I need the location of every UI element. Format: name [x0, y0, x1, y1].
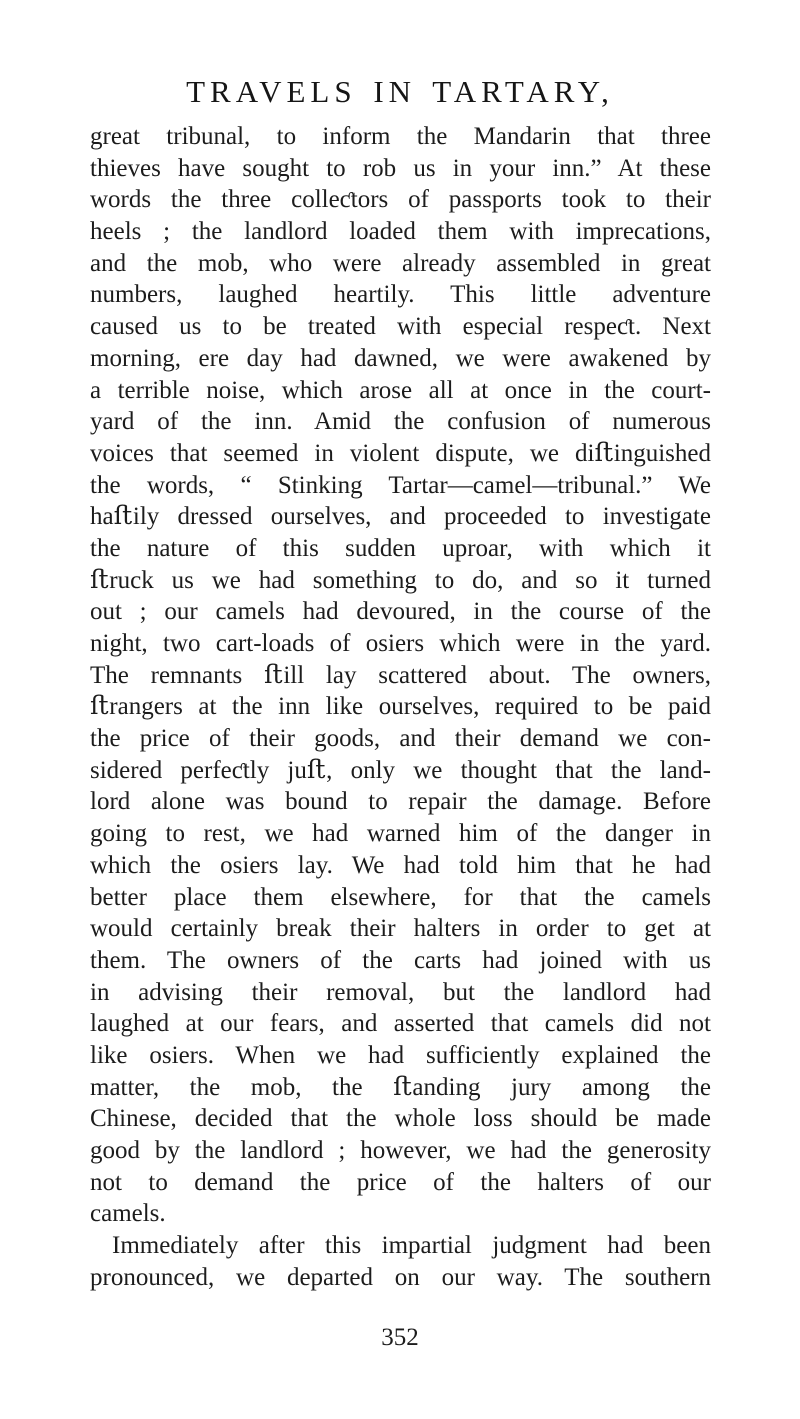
text-line: matter, the mob, the ﬅanding jury among the	[90, 1073, 711, 1101]
paragraph-end-line: camels.	[90, 1200, 166, 1228]
text-line: great tribunal, to inform the Mandarin that three	[90, 123, 711, 150]
text-line: like osiers. When we had sufficiently explained the	[90, 1041, 711, 1069]
text-line: Chinese, decided that the whole loss should be made	[90, 1105, 711, 1133]
text-line: voices that seemed in violent dispute, we diﬅinguished	[90, 439, 711, 467]
text-line: good by the landlord ; however, we had the generosity	[90, 1137, 711, 1164]
text-line: out ; our camels had devoured, in the course of the	[90, 598, 711, 626]
text-line: not to demand the price of the halters of our	[90, 1168, 711, 1196]
text-line: morning, ere day had dawned, we were awakened by	[90, 344, 711, 372]
text-line: numbers, laughed heartily. This little adventure	[90, 281, 711, 309]
text-line: the words, “ Stinking Tartar—camel—tribunal.” We	[90, 471, 711, 499]
text-line: a terrible noise, which arose all at once in the court-	[90, 376, 711, 404]
text-line: ﬅruck us we had something to do, and so it turned	[90, 566, 711, 594]
text-line: them. The owners of the carts had joined with us	[90, 946, 711, 974]
text-line: yard of the inn. Amid the confusion of numerous	[90, 408, 711, 436]
page-number: 352	[381, 1324, 419, 1351]
text-line: in advising their removal, but the landlord had	[90, 978, 711, 1006]
text-line: would certainly break their halters in order to get at	[90, 915, 711, 943]
text-line: going to rest, we had warned him of the danger in	[90, 820, 711, 848]
text-line: laughed at our fears, and asserted that camels did not	[90, 1010, 711, 1038]
text-line: The remnants ﬅill lay scattered about. The owners,	[90, 661, 711, 689]
running-head: TRAVELS IN TARTARY,	[186, 74, 614, 109]
text-line: the price of their goods, and their demand we con-	[90, 725, 711, 753]
text-line: pronounced, we departed on our way. The southern	[90, 1263, 711, 1291]
text-line: better place them elsewhere, for that the camels	[90, 883, 711, 911]
text-line: sidered perfeƈtly juﬅ, only we thought that the land-	[90, 756, 711, 784]
text-line: which the osiers lay. We had told him that he had	[90, 851, 711, 879]
text-line: words the three colleƈtors of passports took to their	[90, 186, 711, 214]
text-line: lord alone was bound to repair the damage. Before	[90, 788, 711, 816]
text-line: ﬅrangers at the inn like ourselves, required to be paid	[90, 693, 711, 721]
text-line: haﬅily dressed ourselves, and proceeded to investigate	[90, 503, 711, 531]
text-line: heels ; the landlord loaded them with imprecations,	[90, 218, 711, 246]
text-line: thieves have sought to rob us in your inn.” At these	[90, 154, 711, 182]
text-line: night, two cart-loads of osiers which were in the yard.	[90, 630, 711, 657]
text-line: the nature of this sudden uproar, with which it	[90, 534, 711, 562]
body-text	[90, 121, 711, 1293]
text-line: caused us to be treated with especial respeƈt. Next	[90, 313, 711, 341]
paragraph-start-line: Immediately after this impartial judgment had been	[112, 1232, 711, 1260]
text-line: and the mob, who were already assembled in great	[90, 249, 711, 277]
